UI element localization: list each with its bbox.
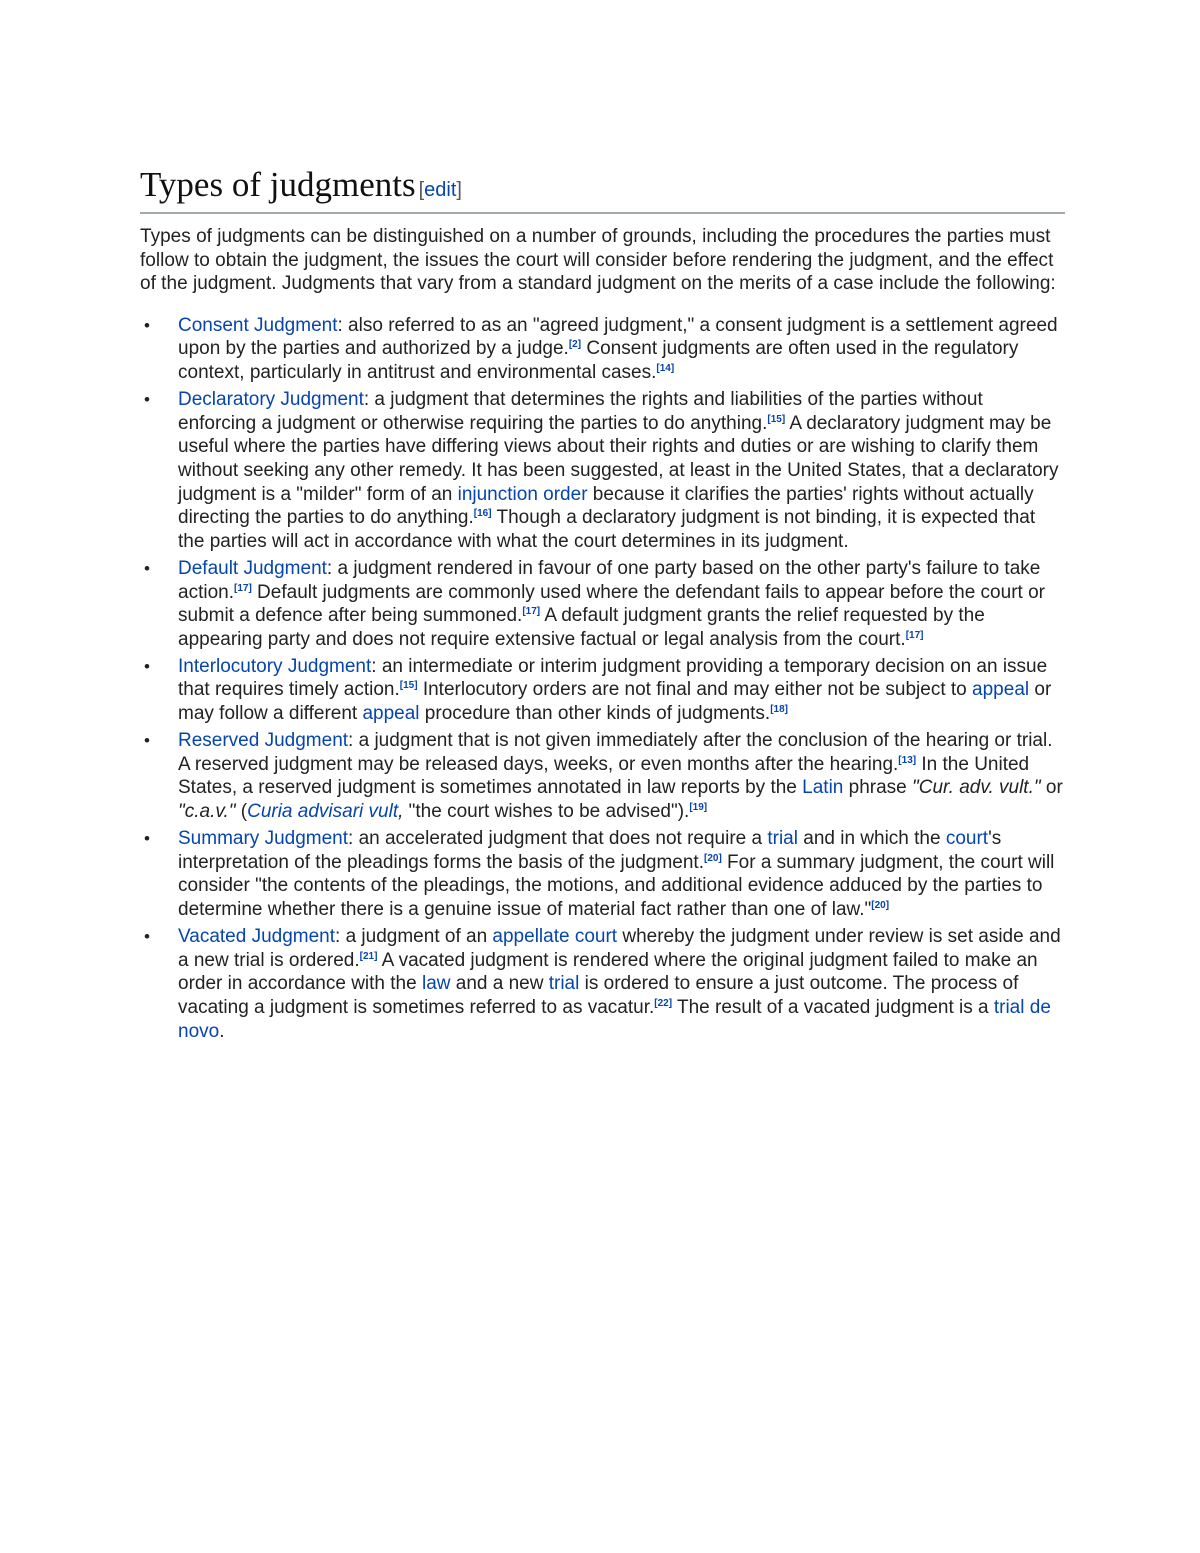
citation-ref[interactable]: [20] [703,852,722,864]
inline-link[interactable]: trial [767,828,798,850]
body-text: is ordered to ensure a just outcome. The process of vacating a judgment is sometimes referred to as vacatur. [178,973,1019,1018]
citation-ref[interactable]: [21] [359,950,378,962]
edit-link[interactable]: edit [424,179,457,201]
list-item [140,827,1065,921]
body-text: : an intermediate or interim judgment providing a temporary decision on an issue that requires timely action. [178,655,1048,701]
italic-text: , [398,801,404,823]
citation-ref[interactable]: [15] [399,680,418,692]
bullet-icon: • [144,558,150,578]
citation-ref[interactable]: [18] [770,704,788,716]
body-text: For a summary judgment, the court will consider "the contents of the pleadings, the motions, and additional evidence adduced by the parties to determine whether there is a genuine issue of material fact rather than one of law." [178,851,1055,920]
body-text: : also referred to as an "agreed judgment," a consent judgment is a settlement agreed upon by the parties and authorized by a judge. [178,314,1058,360]
citation-ref[interactable]: [19] [689,802,708,814]
citation-ref[interactable]: [17] [522,606,541,618]
section-title: Types of judgments [140,165,416,204]
inline-link[interactable]: injunction order [457,483,588,505]
list-item [140,729,1065,823]
body-text: procedure than other kinds of judgments. [419,703,771,725]
term-link[interactable]: Default Judgment [178,557,327,579]
citation-ref[interactable]: [22] [654,997,673,1009]
body-text: ( [235,801,248,823]
term-link[interactable]: Vacated Judgment [178,926,336,948]
body-text: A declaratory judgment may be useful where the parties have differing views about their rights and duties or are wishing to clarify them without seeking any other remedy. It has been suggested, at least in the United States, that a declaratory judgment is a "milder" form of an [178,412,1059,505]
italic-text: "c.a.v." [178,801,236,823]
article-section [140,165,1065,1047]
citation-ref[interactable]: [2] [568,339,582,351]
citation-ref[interactable]: [17] [233,582,252,594]
edit-section [419,179,462,201]
body-text: "the court wishes to be advised"). [403,801,690,823]
body-text: A default judgment grants the relief requested by the appearing party and does not require extensive factual or legal analysis from the court. [178,605,985,650]
edit-bracket-open: [ [418,179,425,201]
body-text: . [219,1020,225,1042]
body-text: because it clarifies the parties' rights without actually directing the parties to do anything. [178,483,1034,529]
italic-text: "Cur. adv. vult." [912,777,1041,799]
bullet-icon: • [144,927,150,947]
body-text: : a judgment that is not given immediately after the conclusion of the hearing or trial. A reserved judgment may be released days, weeks, or even months after the hearing. [178,730,1053,775]
term-link[interactable]: Summary Judgment [178,828,349,850]
list-item [140,388,1065,553]
inline-link[interactable]: appellate court [492,926,618,948]
list-item [140,655,1065,726]
citation-ref[interactable]: [20] [871,900,890,911]
body-text: 's interpretation of the pleadings forms the basis of the judgment. [178,828,1002,873]
edit-bracket-close: ] [456,179,462,201]
body-text: and a new [450,973,549,995]
citation-ref[interactable]: [14] [656,362,675,374]
list-item [140,925,1065,1043]
body-text: Interlocutory orders are not final and may either not be subject to [417,679,973,701]
bullet-icon: • [144,315,150,335]
bullet-icon: • [144,731,150,751]
citation-ref[interactable]: [15] [767,413,786,425]
bullet-icon: • [144,656,150,676]
body-text: : a judgment that determines the rights and liabilities of the parties without enforcing a judgment or otherwise requiring the parties to do anything. [178,389,983,434]
body-text: Default judgments are commonly used where the defendant fails to appear before the court or submit a defence after being summoned. [178,581,1045,627]
body-text: or may follow a different [178,679,1052,725]
body-text: In the United States, a reserved judgment is sometimes annotated in law reports by the [178,753,1030,799]
term-link[interactable]: Interlocutory Judgment [178,655,372,677]
body-text: The result of a vacated judgment is a [672,996,994,1018]
judgment-types-list [140,314,1065,1043]
citation-ref[interactable]: [17] [905,629,924,641]
body-text: whereby the judgment under review is set aside and a new trial is ordered. [178,926,1061,971]
inline-link[interactable]: Latin [802,777,844,799]
list-item [140,557,1065,651]
inline-link[interactable]: Curia advisari vult [247,801,399,823]
term-link[interactable]: Reserved Judgment [178,730,349,752]
list-item [140,314,1065,385]
body-text: : a judgment rendered in favour of one party based on the other party's failure to take action. [178,557,1041,603]
citation-ref[interactable]: [13] [898,754,917,766]
body-text: and in which the [797,828,946,850]
body-text: Consent judgments are often used in the regulatory context, particularly in antitrust and environmental cases. [178,338,1019,383]
body-text: phrase [843,777,913,799]
inline-link[interactable]: appeal [972,679,1030,701]
inline-link[interactable]: court [945,828,989,850]
inline-link[interactable]: trial [548,973,580,995]
inline-link[interactable]: appeal [362,703,420,725]
term-link[interactable]: Consent Judgment [178,314,338,336]
section-heading [140,165,1065,214]
body-text: A vacated judgment is rendered where the original judgment failed to make an order in accordance with the [178,949,1038,995]
body-text: : a judgment of an [335,926,493,948]
inline-link[interactable]: trial de novo [178,996,1051,1042]
intro-paragraph: Types of judgments can be distinguished on a number of grounds, including the procedures the parties must follow to obtain the judgment, the issues the court will consider before rendering the judgment, and the effect of the judgment. Judgments that vary from a standard judgment on the merits of a case include the following: [140,226,1056,295]
inline-link[interactable]: law [421,973,451,995]
bullet-icon: • [144,829,150,849]
citation-ref[interactable]: [16] [473,508,492,520]
body-text: or [1040,777,1063,799]
term-link[interactable]: Declaratory Judgment [178,389,364,411]
body-text: Though a declaratory judgment is not binding, it is expected that the parties will act in accordance with what the court determines in its judgment. [178,507,1036,552]
body-text: : an accelerated judgment that does not require a [348,828,768,850]
bullet-icon: • [144,390,150,410]
